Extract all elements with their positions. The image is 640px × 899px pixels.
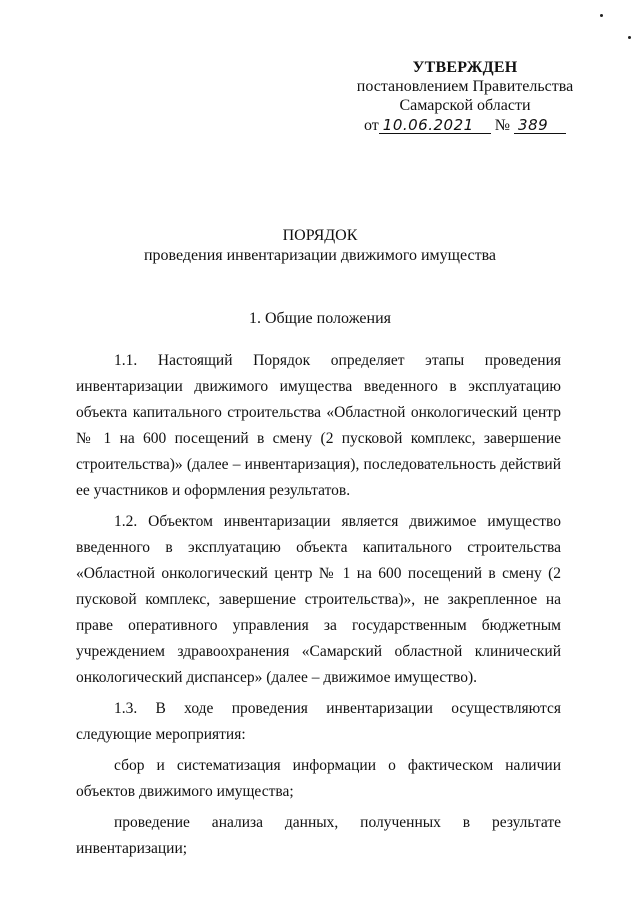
decree-date-number-line (350, 116, 580, 135)
section-heading: 1. Общие положения (248, 310, 392, 327)
from-label: от (364, 117, 379, 134)
handwritten-date: 10.06.2021 (379, 117, 491, 134)
document-title: ПОРЯДОК (282, 227, 358, 244)
handwritten-number: 389 (514, 117, 566, 134)
document-title-block (60, 226, 580, 266)
document-subtitle: проведения инвентаризации движимого имущества (143, 247, 497, 264)
approval-block (350, 58, 580, 135)
paragraph-1-2: 1.2. Объектом инвентаризации является движимое имущество введенного в эксплуатацию объекта капитального строительства «Областной онкологический центр № 1 на 600 посещений в смену (2 пусковой комплекс, завершение строительства)», не закрепленное на праве оперативного управления за государственным бюджетным учреждением здравоохранения «Самарский областной клинический онкологический диспансер» (далее – движимое имущество). (76, 513, 561, 686)
document-body (76, 348, 561, 867)
paragraph-item-1: сбор и систематизация информации о фактическом наличии объектов движимого имущества; (76, 757, 561, 800)
approval-line-2: Самарской области (399, 97, 531, 114)
approval-title: УТВЕРЖДЕН (412, 59, 518, 76)
scan-speck (628, 36, 631, 39)
paragraph-item-2: проведение анализа данных, полученных в результате инвентаризации; (76, 814, 561, 857)
paragraph-1-1: 1.1. Настоящий Порядок определяет этапы проведения инвентаризации движимого имущества введенного в эксплуатацию объекта капитального строительства «Областной онкологический центр № 1 на 600 посещений в смену (2 пусковой комплекс, завершение строительства)» (далее – инвентаризация), последовательность действий ее участников и оформления результатов. (76, 352, 561, 499)
scan-speck (600, 14, 603, 17)
paragraph-1-3: 1.3. В ходе проведения инвентаризации осуществляются следующие мероприятия: (76, 700, 561, 743)
approval-line-1: постановлением Правительства (356, 78, 574, 95)
number-label: № (494, 117, 511, 134)
